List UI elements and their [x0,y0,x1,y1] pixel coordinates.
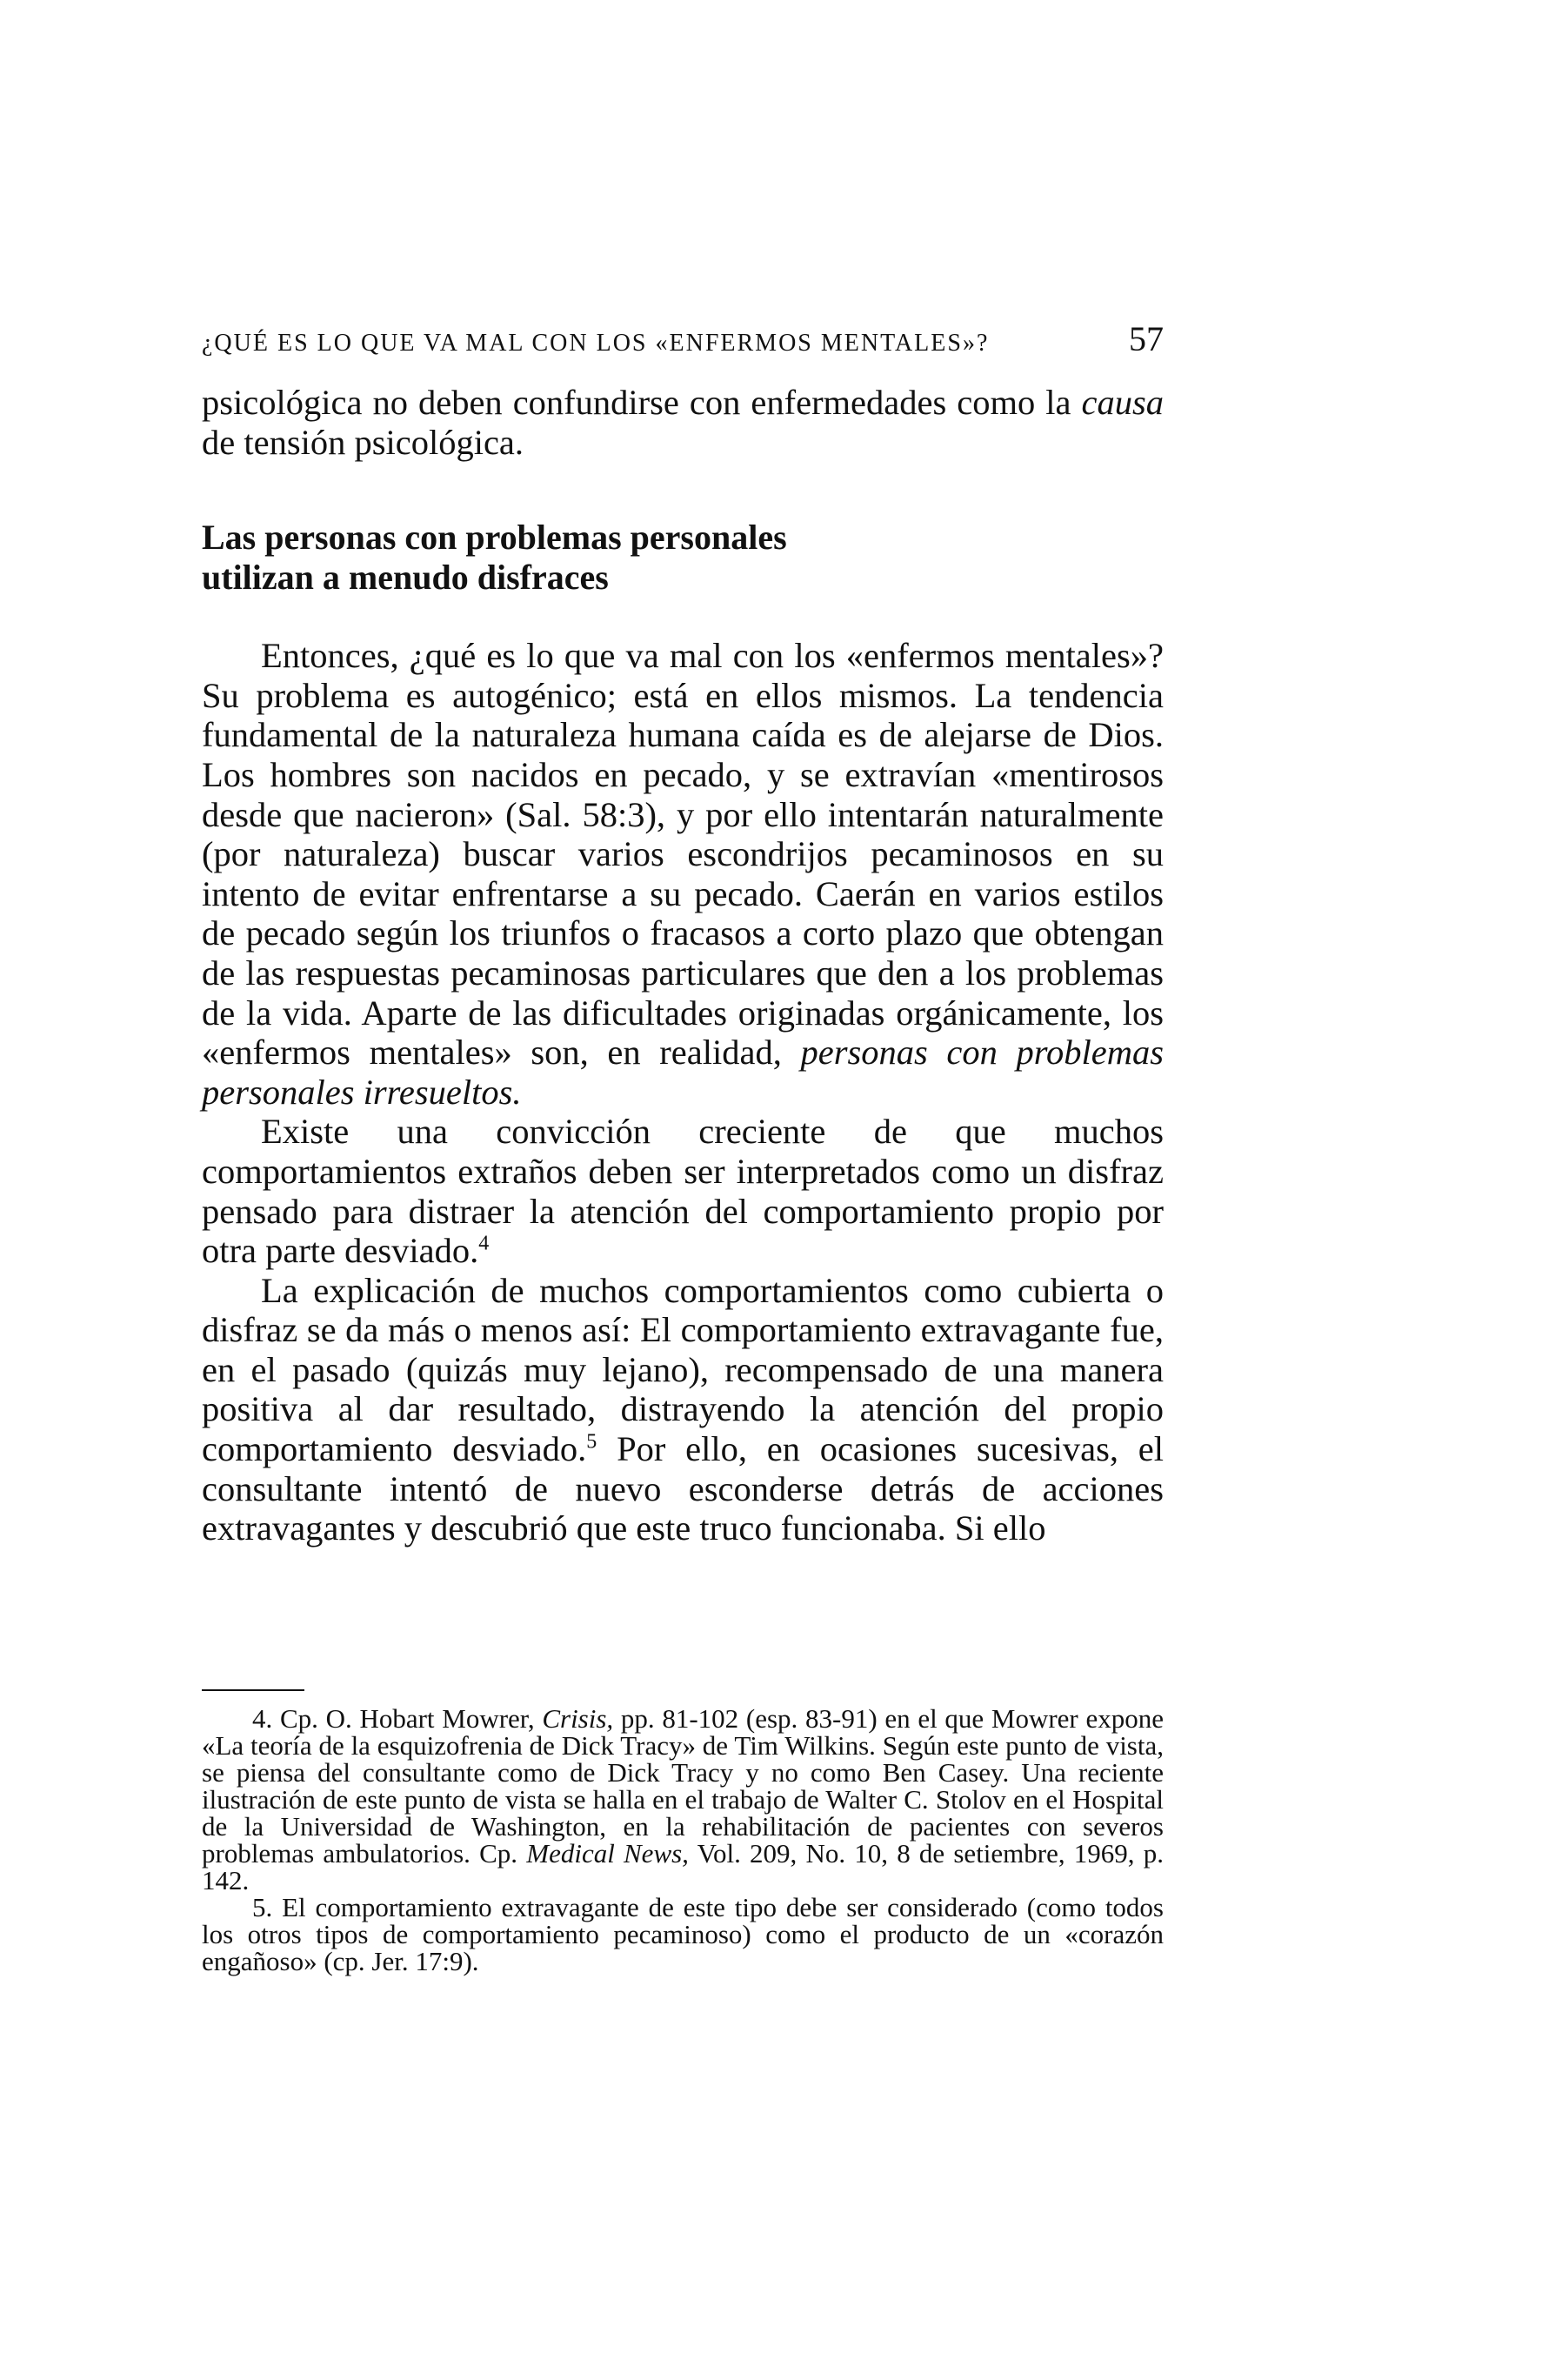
footnote-5 [202,1894,1164,1975]
body-paragraph-2 [202,1112,1164,1270]
italic-run: Crisis, [542,1703,614,1734]
running-title: ¿QUÉ ES LO QUE VA MAL CON LOS «ENFERMOS MENTALES»? [202,330,990,357]
text-run: psicológica no deben confundirse con enfermedades como la [202,383,1082,422]
body-paragraph-3 [202,1271,1164,1548]
text-run: de tensión psicológica. [202,422,524,462]
text-run: Existe una convicción creciente de que muchos comportamientos extraños deben ser interpretados como un disfraz pensado para distraer la atención del comportamiento propio por otra parte desviado. [202,1112,1164,1271]
italic-run: personas con problemas personales irresueltos. [202,1033,1164,1112]
text-run: Vol. 209, No. 10, 8 de setiembre, 1969, p. 142. [202,1838,1165,1895]
footnote-ref-4: 4 [478,1232,490,1255]
text-run: Cp. O. Hobart Mowrer, [272,1703,543,1734]
italic-run: Medical News, [526,1838,689,1869]
body-paragraph-1 [202,636,1164,1112]
text-run: Por ello, en ocasiones sucesivas, el consultante intentó de nuevo esconderse detrás de acciones extravagantes y descubrió que este truco funcionaba. Si ello [202,1429,1165,1548]
main-text [202,383,1164,1548]
footnote-4 [202,1705,1164,1894]
text-run: pp. 81-102 (esp. 83-91) en el que Mowrer expone «La teoría de la esquizofrenia de Dick Tracy» de Tim Wilkins. Según este punto de vista, se piensa del consultante como de Dick Tracy y no como Ben Casey. Una reciente ilustración de este punto de vista se halla en el trabajo de Walter C. Stolov en el Hospital de la Universidad de Washington, en la rehabilitación de pacientes con severos problemas ambulatorios. Cp. [202,1703,1164,1869]
section-heading: Las personas con problemas personales utilizan a menudo disfraces [202,518,787,598]
continuation-paragraph [202,383,1164,462]
italic-run: causa [1081,383,1164,422]
footnote-ref-5: 5 [586,1430,597,1454]
text-run: Entonces, ¿qué es lo que va mal con los «enfermos mentales»? Su problema es autogénico; está en ellos mismos. La tendencia fundamental de la naturaleza humana caída es de alejarse de Dios. Los hombres son nacidos en pecado, y se extravían «mentirosos desde que nacieron» (Sal. 58:3), y por ello intentarán naturalmente (por naturaleza) buscar varios escondrijos pecaminosos en su intento de evitar enfrentarse a su pecado. Caerán en varios estilos de pecado según los triunfos o fracasos a corto plazo que obtengan de las respuestas pecaminosas particulares que den a los problemas de la vida. Aparte de las dificultades originadas orgánicamente, los «enfermos mentales» son, en realidad, [202,636,1164,1073]
page-number: 57 [1129,319,1164,358]
text-run: El comportamiento extravagante de este tipo debe ser considerado (como todos los otros tipos de comportamiento pecaminoso) como el producto de un «corazón engañoso» (cp. Jer. 17:9). [202,1892,1164,1976]
footnote-divider [202,1689,304,1691]
footnotes [202,1705,1164,1975]
footnote-number: 5. [252,1892,273,1922]
running-head [202,318,1164,359]
text-run: La explicación de muchos comportamientos como cubierta o disfraz se da más o menos así: El comportamiento extravagante fue, en el pasado (quizás muy lejano), recompensado de una manera positiva al dar resultado, distrayendo la atención del propio comportamiento desviado. [202,1270,1164,1469]
footnote-number: 4. [252,1703,273,1734]
